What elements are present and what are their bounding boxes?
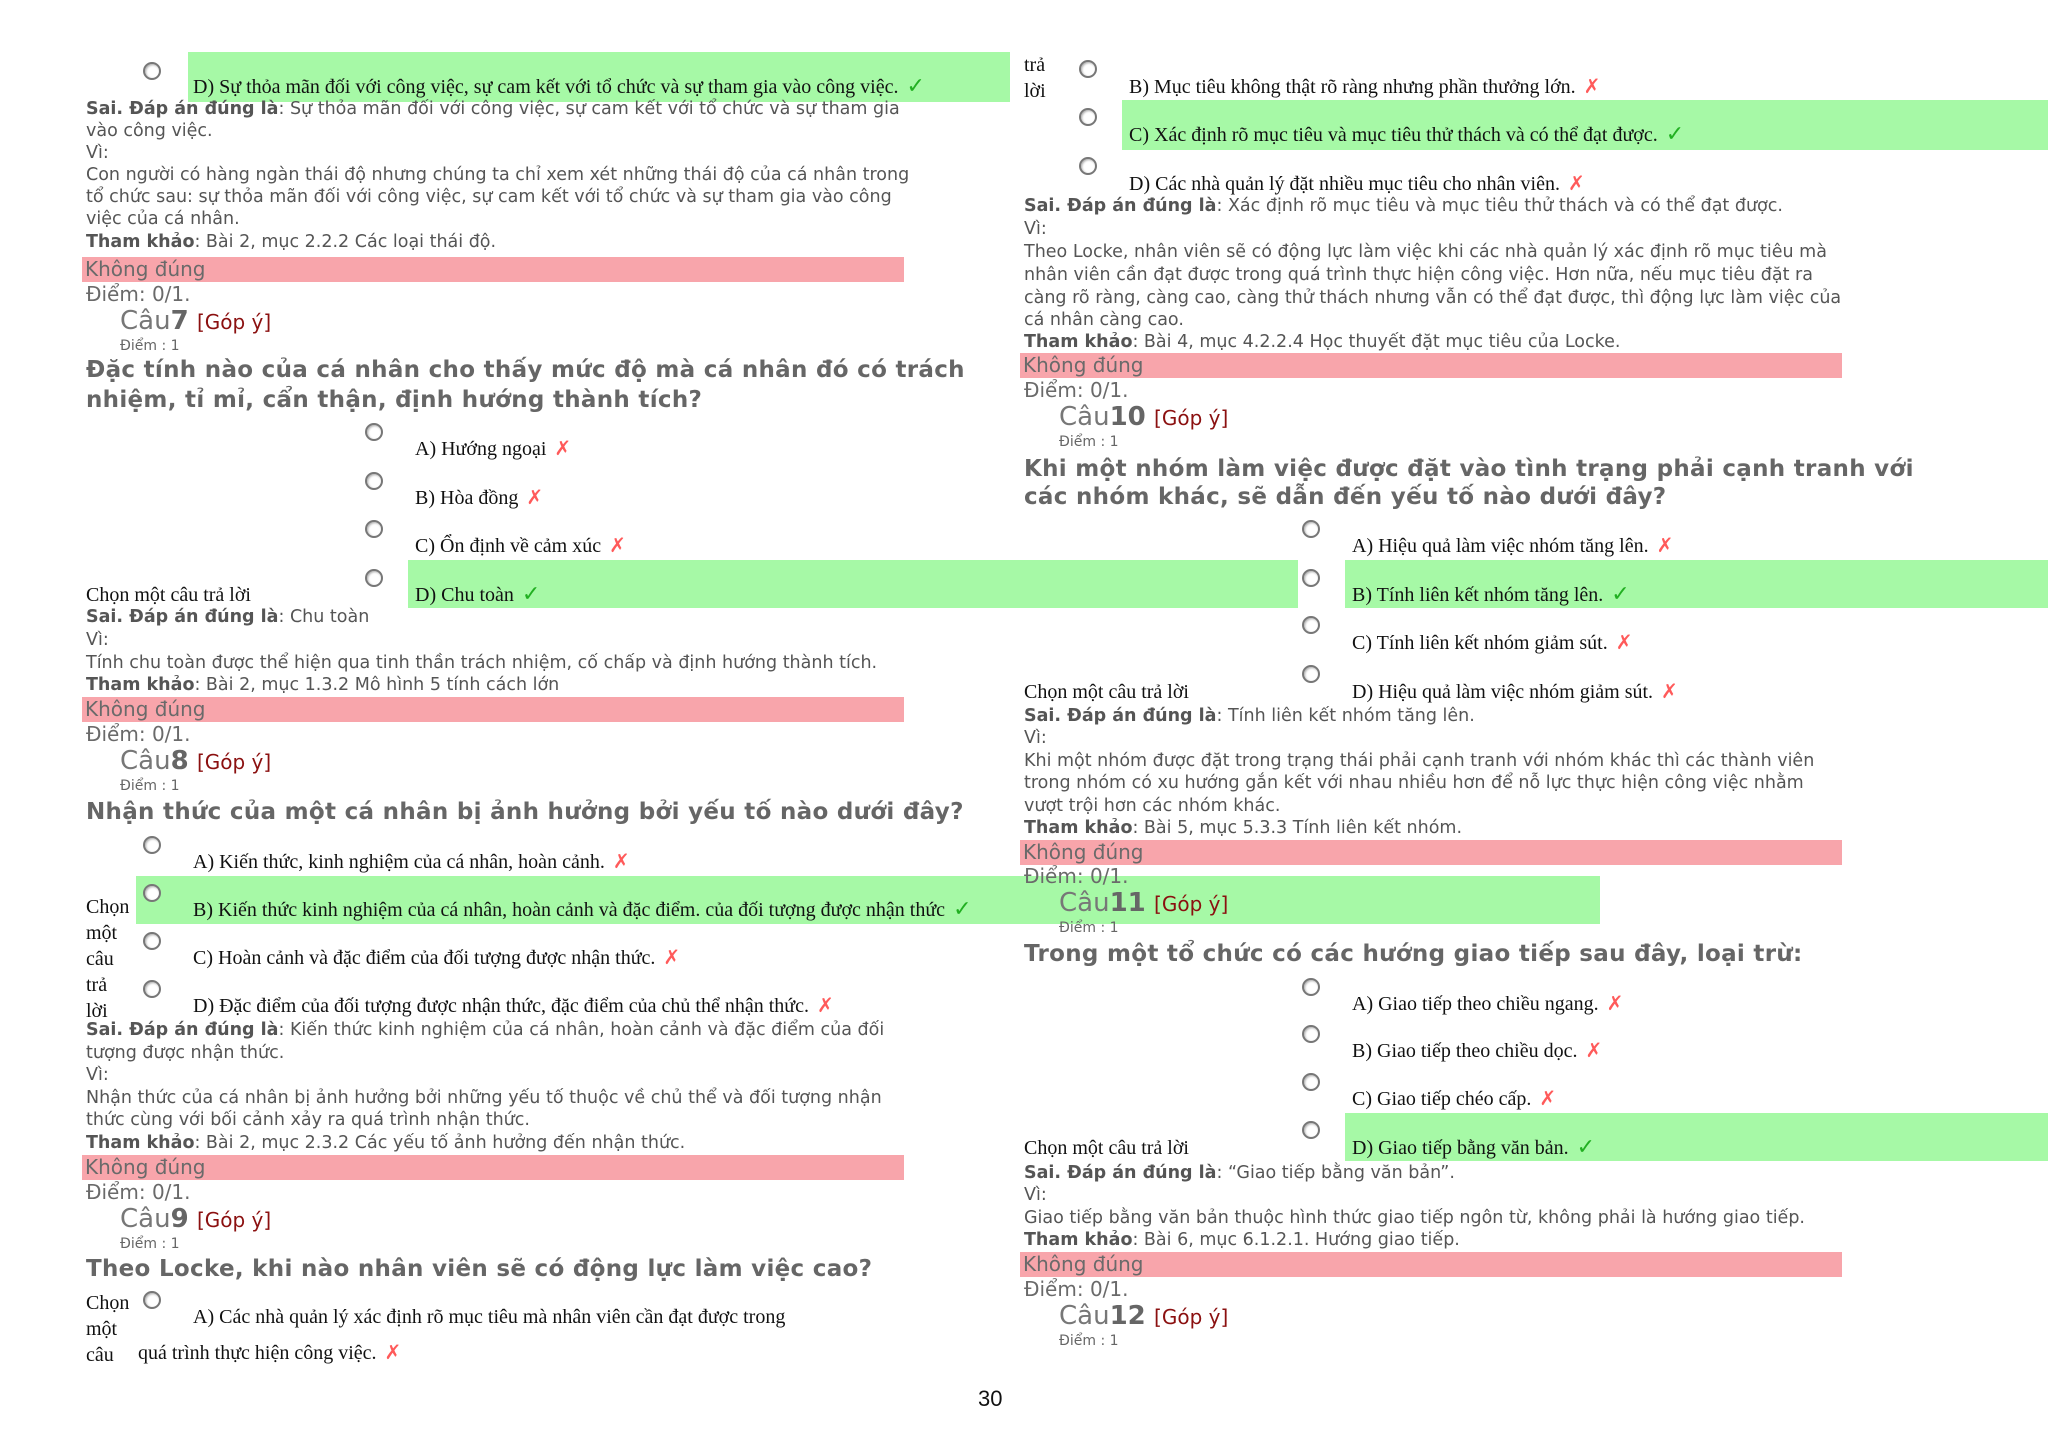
feedback-link[interactable]: [Góp ý] [1154,892,1229,916]
option-b[interactable]: B) Mục tiêu không thật rõ ràng nhưng phần thưởng lớn. ✗ [1129,74,1601,98]
option-a[interactable]: A) Kiến thức, kinh nghiệm của cá nhân, hoàn cảnh. ✗ [193,849,630,873]
because-label: Vì: [1024,219,1047,239]
option-d[interactable]: D) Sự thỏa mãn đối với công việc, sự cam kết với tổ chức và sự tham gia vào công việc. ✓ [193,74,925,99]
option-b[interactable]: B) Giao tiếp theo chiều dọc. ✗ [1352,1038,1603,1062]
answer-line-2: tượng được nhận thức. [86,1043,285,1063]
explanation: nhân viên cần đạt được trong quá trình thực hiện công việc. Hơn nữa, nếu mục tiêu đặt ra [1024,265,1813,285]
radio-button[interactable] [1302,569,1320,587]
explanation: Tính chu toàn được thể hiện qua tinh thần trách nhiệm, cố chấp và định hướng thành tích. [86,653,878,673]
radio-button[interactable] [1302,1025,1320,1043]
reference: Tham khảo: Bài 6, mục 6.1.2.1. Hướng giao tiếp. [1024,1230,1460,1250]
option-a[interactable]: A) Hiệu quả làm việc nhóm tăng lên. ✗ [1352,533,1674,557]
choose-answer-label-cont: trả lời [1024,54,1046,102]
radio-button[interactable] [365,569,383,587]
correct-check-icon: ✓ [1611,582,1630,607]
wrong-mark-icon: ✗ [1539,1086,1557,1110]
because-label: Vì: [86,1065,109,1085]
score: Điểm: 0/1. [1024,864,1129,888]
wrong-mark-icon: ✗ [1661,679,1678,703]
option-c[interactable]: C) Giao tiếp chéo cấp. ✗ [1352,1086,1557,1110]
radio-button[interactable] [143,62,161,80]
radio-button[interactable] [1302,1121,1320,1139]
wrong-mark-icon: ✗ [816,993,834,1017]
choose-answer-label: Chọn một câu trả lời [1024,681,1189,703]
option-a[interactable]: A) Các nhà quản lý xác định rõ mục tiêu mà nhân viên cần đạt được trong [193,1306,786,1328]
feedback-link[interactable]: [Góp ý] [1154,406,1229,430]
score: Điểm: 0/1. [1024,378,1129,402]
explanation: Nhận thức của cá nhân bị ảnh hưởng bởi những yếu tố thuộc về chủ thể và đối tượng nhận [86,1088,882,1108]
question-number: Câu8 [Góp ý] [120,746,272,776]
radio-button[interactable] [143,836,161,854]
reference: Tham khảo: Bài 4, mục 4.2.2.4 Học thuyết đặt mục tiêu của Locke. [1024,332,1621,352]
explanation: Khi một nhóm được đặt trong trạng thái phải cạnh tranh với nhóm khác thì các thành viên [1024,751,1815,771]
radio-button[interactable] [1302,978,1320,996]
wrong-mark-icon: ✗ [609,533,626,557]
score: Điểm: 0/1. [86,1180,191,1204]
wrong-mark-icon: ✗ [612,849,630,873]
points-label: Điểm : 1 [1059,1333,1119,1349]
radio-button[interactable] [1302,616,1320,634]
question-number: Câu11 [Góp ý] [1059,888,1229,918]
correct-check-icon: ✓ [521,582,541,607]
option-c[interactable]: C) Hoàn cảnh và đặc điểm của đối tượng được nhận thức. ✗ [193,945,681,969]
reference: Tham khảo: Bài 2, mục 2.2.2 Các loại thái độ. [86,232,497,252]
wrong-mark-icon: ✗ [1583,74,1601,98]
wrong-mark-icon: ✗ [1656,533,1674,557]
explanation: Giao tiếp bằng văn bản thuộc hình thức giao tiếp ngôn từ, không phải là hướng giao tiếp. [1024,1208,1805,1228]
question-number: Câu10 [Góp ý] [1059,402,1229,432]
question-text: các nhóm khác, sẽ dẫn đến yếu tố nào dưới đây? [1024,484,1667,510]
radio-button[interactable] [1302,520,1320,538]
option-b[interactable]: B) Tính liên kết nhóm tăng lên. ✓ [1352,582,1630,607]
because-label: Vì: [1024,1185,1047,1205]
answer-line: Sai. Đáp án đúng là: Tính liên kết nhóm tăng lên. [1024,706,1475,726]
question-number: Câu9 [Góp ý] [120,1204,272,1234]
points-label: Điểm : 1 [1059,434,1119,450]
question-text: Theo Locke, khi nào nhân viên sẽ có động lực làm việc cao? [86,1256,873,1282]
because-label: Vì: [1024,728,1047,748]
points-label: Điểm : 1 [120,1236,180,1252]
explanation: thức cùng với bối cảnh xảy ra quá trình nhận thức. [86,1110,530,1130]
points-label: Điểm : 1 [1059,920,1119,936]
option-c[interactable]: C) Xác định rõ mục tiêu và mục tiêu thử thách và có thể đạt được. ✓ [1129,122,1685,147]
choose-answer-label: Chọn một câu [86,1292,130,1366]
status-label: Không đúng [85,697,206,721]
wrong-mark-icon: ✗ [526,485,544,509]
explanation: cá nhân càng cao. [1024,310,1184,330]
score: Điểm: 0/1. [86,722,191,746]
reference: Tham khảo: Bài 2, mục 2.3.2 Các yếu tố ảnh hưởng đến nhận thức. [86,1133,686,1153]
wrong-mark-icon: ✗ [1585,1038,1603,1062]
correct-option-highlight [408,560,1298,608]
answer-line: Sai. Đáp án đúng là: Sự thỏa mãn đối với công việc, sự cam kết với tổ chức và sự tham gia [86,99,900,119]
question-text: Khi một nhóm làm việc được đặt vào tình trạng phải cạnh tranh với [1024,456,1914,482]
explanation: càng rõ ràng, càng cao, càng thử thách nhưng vẫn có thể đạt được, thì động lực làm việc của [1024,288,1842,308]
answer-line: Sai. Đáp án đúng là: Chu toàn [86,607,370,627]
radio-button[interactable] [1302,1073,1320,1091]
radio-button[interactable] [365,472,383,490]
reference: Tham khảo: Bài 2, mục 1.3.2 Mô hình 5 tính cách lớn [86,675,560,695]
explanation: việc của cá nhân. [86,209,240,229]
explanation: vượt trội hơn các nhóm khác. [1024,796,1281,816]
explanation: tổ chức sau: sự thỏa mãn đối với công việc, sự cam kết với tổ chức và sự tham gia vào công [86,187,892,207]
feedback-link[interactable]: [Góp ý] [196,750,272,774]
option-a[interactable]: A) Hướng ngoại ✗ [415,436,572,460]
wrong-mark-icon: ✗ [384,1340,402,1364]
feedback-link[interactable]: [Góp ý] [196,310,272,334]
question-text: Đặc tính nào của cá nhân cho thấy mức độ mà cá nhân đó có trách [86,357,965,383]
status-label: Không đúng [85,1155,206,1179]
radio-button[interactable] [1079,157,1097,175]
option-d[interactable]: D) Giao tiếp bằng văn bản. ✓ [1352,1135,1596,1160]
page-number: 30 [978,1386,1003,1411]
answer-line: Sai. Đáp án đúng là: “Giao tiếp bằng văn bản”. [1024,1163,1455,1183]
because-label: Vì: [86,630,109,650]
question-text: nhiệm, tỉ mỉ, cẩn thận, định hướng thành tích? [86,387,703,413]
option-d[interactable]: D) Các nhà quản lý đặt nhiều mục tiêu cho nhân viên. ✗ [1129,171,1585,195]
radio-button[interactable] [143,884,161,902]
correct-check-icon: ✓ [1665,122,1685,147]
option-a-cont[interactable]: quá trình thực hiện công việc. ✗ [138,1340,402,1364]
wrong-mark-icon: ✗ [1606,991,1624,1015]
option-d[interactable]: D) Chu toàn ✓ [415,582,541,607]
answer-line-2: vào công việc. [86,121,213,141]
radio-button[interactable] [143,932,161,950]
correct-check-icon: ✓ [1576,1135,1596,1160]
option-d[interactable]: D) Đặc điểm của đối tượng được nhận thức, đặc điểm của chủ thể nhận thức. ✗ [193,993,834,1017]
correct-check-icon: ✓ [906,74,925,99]
option-d[interactable]: D) Hiệu quả làm việc nhóm giảm sút. ✗ [1352,679,1678,703]
radio-button[interactable] [1079,60,1097,78]
option-a[interactable]: A) Giao tiếp theo chiều ngang. ✗ [1352,991,1624,1015]
explanation: trong nhóm có xu hướng gắn kết với nhau nhiều hơn để nỗ lực thực hiện công việc nhằm [1024,773,1804,793]
status-label: Không đúng [1023,1252,1144,1276]
score: Điểm: 0/1. [86,282,191,306]
question-text: Nhận thức của một cá nhân bị ảnh hưởng bởi yếu tố nào dưới đây? [86,799,964,825]
radio-button[interactable] [365,423,383,441]
radio-button[interactable] [143,980,161,998]
status-label: Không đúng [1023,353,1144,377]
question-number: Câu12 [Góp ý] [1059,1301,1229,1331]
points-label: Điểm : 1 [120,338,180,354]
score: Điểm: 0/1. [1024,1277,1129,1301]
option-c[interactable]: C) Ổn định về cảm xúc ✗ [415,533,626,557]
feedback-link[interactable]: [Góp ý] [1154,1305,1229,1329]
answer-line: Sai. Đáp án đúng là: Kiến thức kinh nghiệm của cá nhân, hoàn cảnh và đặc điểm của đối [86,1020,885,1040]
option-c[interactable]: C) Tính liên kết nhóm giảm sút. ✗ [1352,630,1633,654]
question-number: Câu7 [Góp ý] [120,306,272,336]
question-text: Trong một tổ chức có các hướng giao tiếp sau đây, loại trừ: [1024,941,1803,967]
explanation: Theo Locke, nhân viên sẽ có động lực làm việc khi các nhà quản lý xác định rõ mục tiêu mà [1024,242,1827,262]
option-b[interactable]: B) Hòa đồng ✗ [415,485,544,509]
points-label: Điểm : 1 [120,778,180,794]
option-b[interactable]: B) Kiến thức kinh nghiệm của cá nhân, hoàn cảnh và đặc điểm. của đối tượng được nhận thức ✓ [193,897,972,922]
radio-button[interactable] [1302,665,1320,683]
status-label: Không đúng [1023,840,1144,864]
feedback-link[interactable]: [Góp ý] [196,1208,272,1232]
correct-check-icon: ✓ [953,897,972,922]
radio-button[interactable] [1079,108,1097,126]
status-label: Không đúng [85,257,206,281]
wrong-mark-icon: ✗ [554,436,572,460]
radio-button[interactable] [365,520,383,538]
wrong-mark-icon: ✗ [1568,171,1585,195]
wrong-mark-icon: ✗ [663,945,681,969]
answer-line: Sai. Đáp án đúng là: Xác định rõ mục tiêu và mục tiêu thử thách và có thể đạt được. [1024,196,1783,216]
explanation: Con người có hàng ngàn thái độ nhưng chúng ta chỉ xem xét những thái độ của cá nhân trong [86,165,910,185]
choose-answer-label: Chọn một câu trả lời [86,896,130,1022]
choose-answer-label: Chọn một câu trả lời [1024,1137,1189,1159]
reference: Tham khảo: Bài 5, mục 5.3.3 Tính liên kết nhóm. [1024,818,1463,838]
because-label: Vì: [86,143,109,163]
wrong-mark-icon: ✗ [1615,630,1633,654]
choose-answer-label: Chọn một câu trả lời [86,584,251,606]
radio-button[interactable] [143,1291,161,1309]
